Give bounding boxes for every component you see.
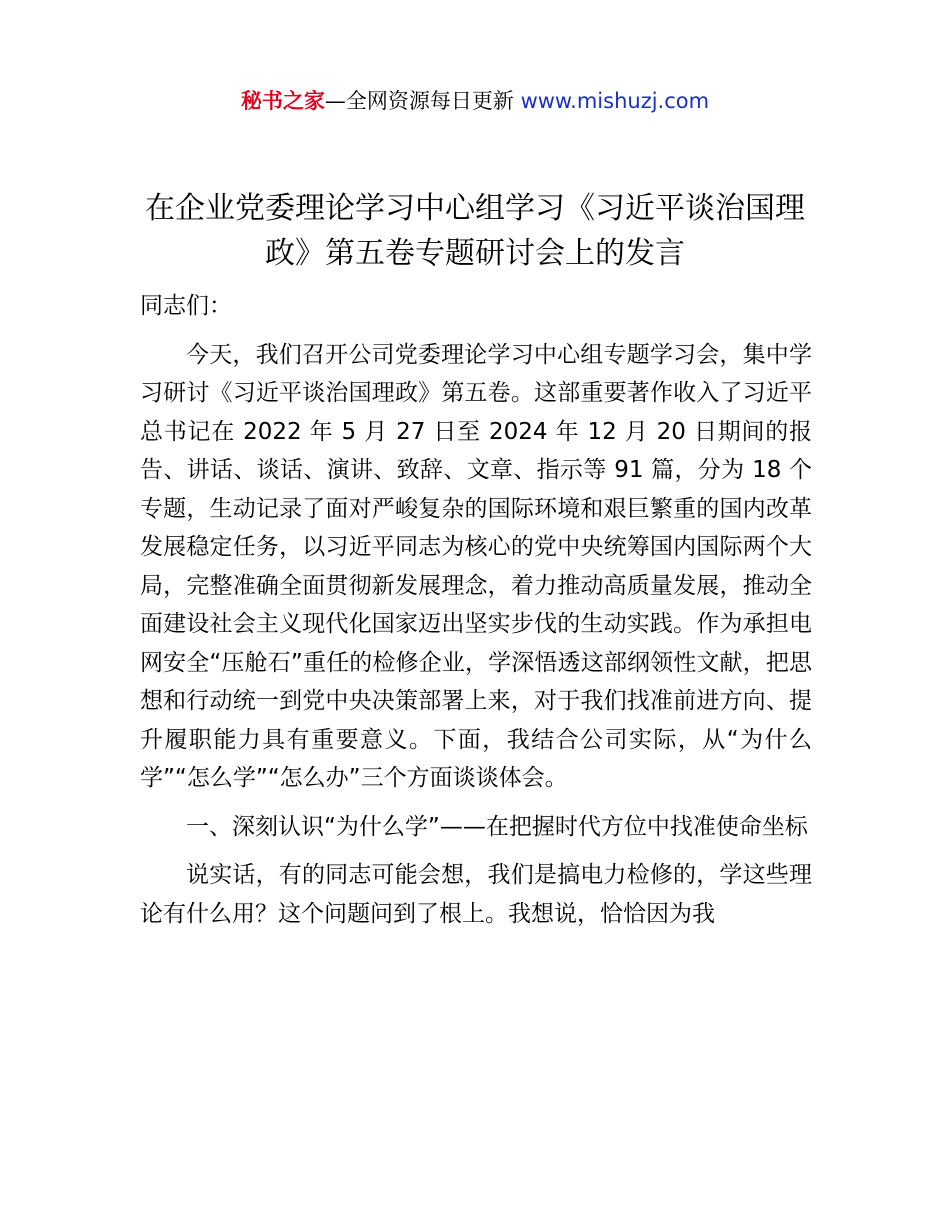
paragraph-section-1: 说实话，有的同志可能会想，我们是搞电力检修的，学这些理论有什么用？这个问题问到了根上。我想说，恰恰因为我 — [140, 862, 812, 927]
site-url-link[interactable]: www.mishuzj.com — [520, 89, 710, 113]
brand-name: 秘书之家 — [240, 89, 325, 113]
site-header — [0, 86, 950, 116]
header-tagline: —全网资源每日更新 — [324, 89, 521, 113]
section-heading-1: 一、深刻认识“为什么学”——在把握时代方位中找准使命坐标 — [186, 813, 808, 840]
paragraph-intro: 今天，我们召开公司党委理论学习中心组专题学习会，集中学习研讨《习近平谈治国理政》第五卷。这部重要著作收入了习近平总书记在 2022 年 5 月 27 日至 2024 年 12 月 20 日期间的报告、讲话、谈话、演讲、致辞、文章、指示等 91 篇，分为 18 个专题，生动记录了面对严峻复杂的国际环境和艰巨繁重的国内改革发展稳定任务，以习近平同志为核心的党中央统筹国内国际两个大局，完整准确全面贯彻新发展理念，着力推动高质量发展，推动全面建设社会主义现代化国家迈出坚实步伐的生动实践。作为承担电网安全“压舱石”重任的检修企业，学深悟透这部纲领性文献，把思想和行动统一到党中央决策部署上来，对于我们找准前进方向、提升履职能力具有重要意义。下面，我结合公司实际，从“为什么学”“怎么学”“怎么办”三个方面谈谈体会。 — [140, 341, 812, 791]
document-body — [140, 287, 812, 943]
document-title: 在企业党委理论学习中心组学习《习近平谈治国理政》第五卷专题研讨会上的发言 — [145, 191, 805, 271]
salutation: 同志们： — [140, 293, 232, 319]
